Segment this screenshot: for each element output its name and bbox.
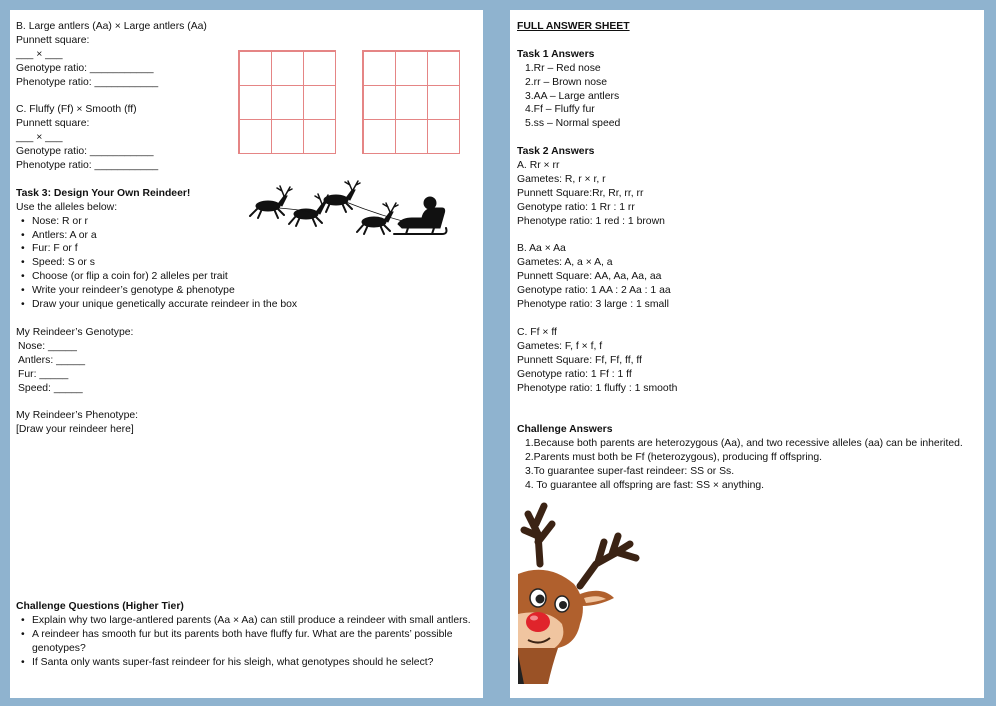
task1-item: 5.ss – Normal speed: [525, 118, 621, 130]
task2-a-line: Phenotype ratio: 1 red : 1 brown: [517, 215, 665, 227]
section-b-genotype-line: Genotype ratio: ___________: [16, 62, 154, 74]
list-item: • Write your reindeer’s genotype & phenotype: [32, 284, 477, 298]
answer-sheet-page: [510, 10, 984, 698]
task2-a-line: Gametes: R, r × r, r: [517, 173, 606, 185]
task2-b-line: B. Aa × Aa: [517, 243, 566, 255]
task2-b-line: Genotype ratio: 1 AA : 2 Aa : 1 aa: [517, 285, 671, 297]
cartoon-reindeer-image: [518, 494, 646, 684]
section-c-title: C. Fluffy (Ff) × Smooth (ff): [16, 104, 137, 116]
genotype-nose: Nose: _____: [18, 340, 77, 352]
list-item: • Antlers: A or a: [32, 229, 477, 243]
challenge-answer: 1.Because both parents are heterozygous (Aa), and two recessive alleles (aa) can be inherited.: [525, 438, 963, 450]
challenge-answer: 4. To guarantee all offspring are fast: SS × anything.: [525, 479, 765, 491]
task2-title: Task 2 Answers: [517, 146, 595, 158]
punnett-grid-c: [362, 50, 460, 154]
task1-item: 1.Rr – Red nose: [525, 62, 601, 74]
task2-a-line: Punnett Square:Rr, Rr, rr, rr: [517, 187, 644, 199]
challenge-answer: 3.To guarantee super-fast reindeer: SS or Ss.: [525, 465, 735, 477]
task2-b-line: Gametes: A, a × A, a: [517, 257, 613, 269]
section-b-title: B. Large antlers (Aa) × Large antlers (Aa): [16, 21, 207, 32]
phenotype-title: My Reindeer’s Phenotype:: [16, 410, 139, 422]
challenge-title: Challenge Questions (Higher Tier): [16, 601, 184, 612]
punnett-grid-b: [238, 50, 336, 154]
challenge-questions: [16, 600, 478, 670]
genotype-antlers: Antlers: _____: [18, 354, 86, 366]
list-item: • Choose (or flip a coin for) 2 alleles per trait: [32, 270, 477, 284]
task1-item: 2.rr – Brown nose: [525, 76, 608, 88]
task2-b-line: Phenotype ratio: 3 large : 1 small: [517, 299, 669, 311]
reindeer-sleigh-silhouette: [246, 178, 448, 240]
draw-prompt: [Draw your reindeer here]: [16, 424, 134, 436]
section-c-genotype-line: Genotype ratio: ___________: [16, 146, 154, 158]
section-c-cross-blank: ___ × ___: [16, 132, 63, 144]
section-b-phenotype-line: Phenotype ratio: ___________: [16, 76, 159, 88]
task3-intro: Use the alleles below:: [16, 201, 118, 213]
task2-c-line: Phenotype ratio: 1 fluffy : 1 smooth: [517, 382, 678, 394]
task2-c-line: C. Ff × ff: [517, 326, 557, 338]
list-item: • Explain why two large-antlered parents (Aa × Aa) can still produce a reindeer with small antlers.: [32, 614, 478, 628]
task2-b-line: Punnett Square: AA, Aa, Aa, aa: [517, 271, 662, 283]
task2-a-line: A. Rr × rr: [517, 160, 560, 172]
genotype-speed: Speed: _____: [18, 382, 83, 394]
section-c-phenotype-line: Phenotype ratio: ___________: [16, 160, 159, 172]
list-item: • Speed: S or s: [32, 256, 477, 270]
list-item: • If Santa only wants super-fast reindeer for his sleigh, what genotypes should he select?: [32, 656, 478, 670]
section-c-punnett-label: Punnett square:: [16, 118, 90, 130]
task1-title: Task 1 Answers: [517, 48, 595, 60]
task2-c-line: Punnett Square: Ff, Ff, ff, ff: [517, 354, 642, 366]
list-item: • Nose: R or r: [32, 215, 477, 229]
task2-a-line: Genotype ratio: 1 Rr : 1 rr: [517, 201, 635, 213]
challenge-answers-title: Challenge Answers: [517, 424, 613, 436]
challenge-list: [16, 614, 478, 670]
genotype-title: My Reindeer’s Genotype:: [16, 326, 134, 338]
list-item: • Draw your unique genetically accurate reindeer in the box: [32, 298, 477, 312]
list-item: • A reindeer has smooth fur but its parents both have fluffy fur. What are the parents’ possible genotypes?: [32, 628, 478, 656]
genotype-fur: Fur: _____: [18, 368, 69, 380]
challenge-answer: 2.Parents must both be Ff (heterozygous), producing ff offspring.: [525, 452, 823, 463]
task1-item: 4.Ff – Fluffy fur: [525, 104, 595, 116]
task1-item: 3.AA – Large antlers: [525, 90, 620, 102]
task2-c-line: Genotype ratio: 1 Ff : 1 ff: [517, 368, 632, 380]
answer-sheet-title: FULL ANSWER SHEET: [517, 21, 630, 32]
task2-c-line: Gametes: F, f × f, f: [517, 340, 603, 352]
worksheet-page: [10, 10, 483, 698]
section-b-cross-blank: ___ × ___: [16, 48, 63, 60]
list-item: • Fur: F or f: [32, 242, 477, 256]
section-b-punnett-label: Punnett square:: [16, 34, 90, 46]
task3-title: Task 3: Design Your Own Reindeer!: [16, 187, 191, 199]
